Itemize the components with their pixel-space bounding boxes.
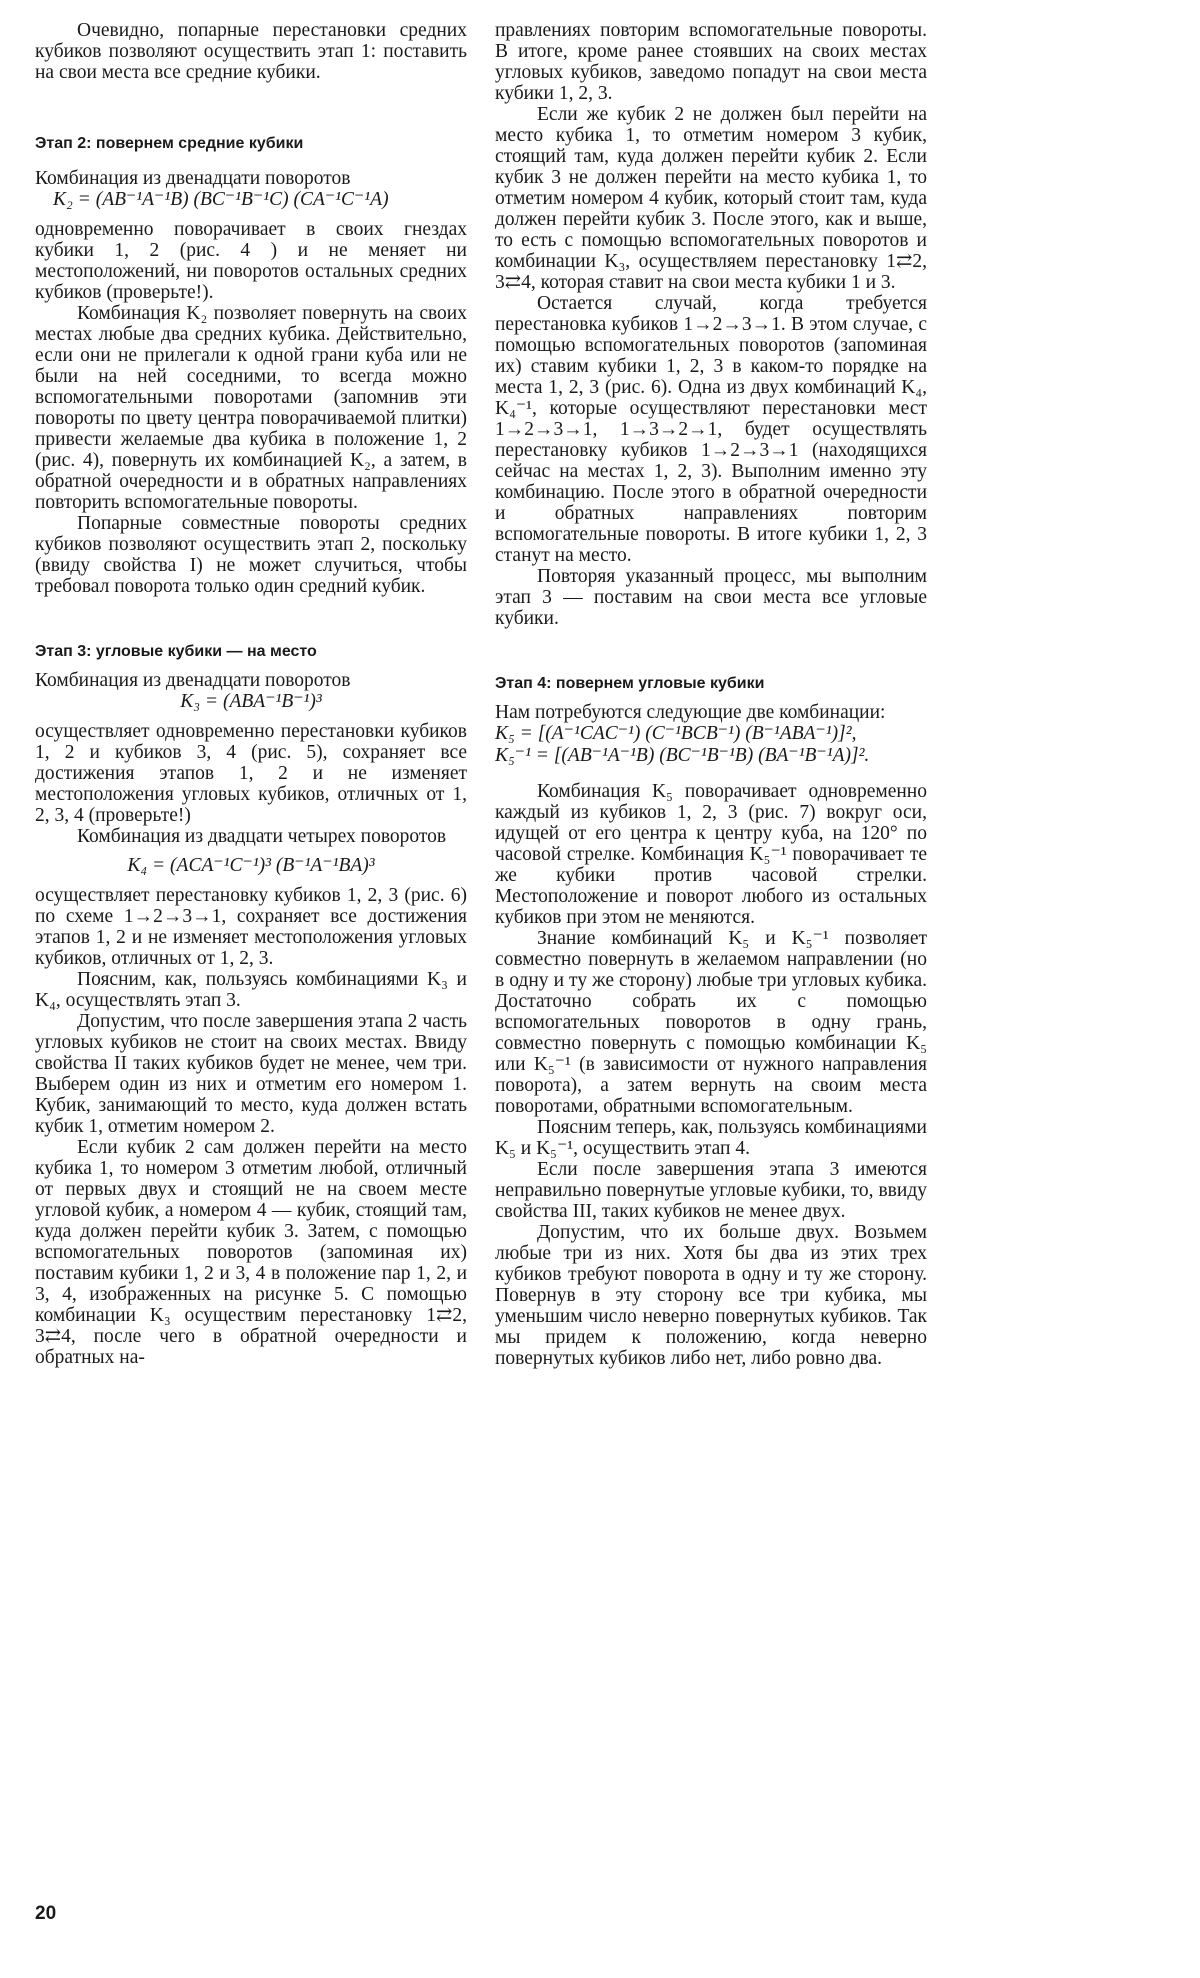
paragraph-knowledge: Знание комбинаций K₅ и K₅⁻¹ позволяет совместно повернуть в желаемом направлении (но в одну и ту же сторону) любые три угловых кубика. Достаточно собрать их с помощью вспомогательных поворотов в одну грань, совместно повернуть с помощью комбинации K₅ или K₅⁻¹ (в зависимости от нужного направления поворота), а затем вернуть на своим места поворотами, обратными вспомогательным. [495,928,927,1117]
page-number: 20 [35,1903,57,1924]
paragraph-k2-lead: Комбинация из двенадцати поворотов [35,168,351,189]
paragraph-k2-use: Комбинация K₂ позволяет повернуть на своих местах любые два средних кубика. Действительно, если они не прилегали к одной грани куба или не были на ней соседними, то всегда можно вспомогательными поворотами (запомнив эти повороты по цвету центра поворачиваемой плитки) привести желаемые два кубика в положение 1, 2 (рис. 4), повернуть их комбинацией K₂, а затем, в обратной очередности и в обратных направлениях повторить вспомогательные повороты. [35,303,467,513]
paragraph-k4-lead: Комбинация из двадцати четырех поворотов [77,826,447,847]
heading-stage-2: Этап 2: повернем средние кубики [35,135,304,152]
formula-k5-inverse: K₅⁻¹ = [(AB⁻¹A⁻¹B) (BC⁻¹B⁻¹B) (BA⁻¹B⁻¹A)]². [495,745,870,766]
formula-k4: K₄ = (ACA⁻¹C⁻¹)³ (B⁻¹A⁻¹BA)³ [127,855,375,876]
paragraph-stage-2-done: Попарные совместные повороты средних кубиков позволяют осуществить этап 2, поскольку (ввиду свойства I) не может случиться, чтобы требовал поворота только один средний кубик. [35,513,467,597]
paragraph-continuation: правлениях повторим вспомогательные повороты. В итоге, кроме ранее стоявших на своих местах угловых кубиков, заведомо попадут на свои места кубики 1, 2, 3. [495,20,927,104]
paragraph-k3-lead: Комбинация из двенадцати поворотов [35,670,351,691]
paragraph-explain-stage-4: Поясним теперь, как, пользуясь комбинациями K₅ и K₅⁻¹, осуществить этап 4. [495,1117,927,1159]
heading-stage-4: Этап 4: повернем угловые кубики [495,675,765,692]
paragraph-need: Нам потребуются следующие две комбинации: [495,702,886,723]
right-column [495,0,927,1369]
paragraph-k5-desc: Комбинация K₅ поворачивает одновременно каждый из кубиков 1, 2, 3 (рис. 7) вокруг оси, идущей от его центра к центру куба, на 120° по часовой стрелке. Комбинация K₅⁻¹ поворачивает те же кубики против часовой стрелки. Местоположение и поворот любого из остальных кубиков при этом не меняются. [495,781,927,928]
paragraph-intro: Очевидно, попарные перестановки средних кубиков позволяют осуществить этап 1: поставить на свои места все средние кубики. [35,20,467,83]
formula-k5: K₅ = [(A⁻¹CAC⁻¹) (C⁻¹BCB⁻¹) (B⁻¹ABA⁻¹)]², [495,723,857,744]
left-column [35,0,467,1368]
paragraph-k3-desc: осуществляет одновременно перестановки кубиков 1, 2 и кубиков 3, 4 (рис. 5), сохраняет все достижения этапов 1, 2 и не изменяет местоположения угловых кубиков, отличных от 1, 2, 3, 4 (проверьте!) [35,721,467,826]
paragraph-else: Если же кубик 2 не должен был перейти на место кубика 1, то отметим номером 3 кубик, стоящий там, куда должен перейти кубик 2. Если кубик 3 не должен перейти на место кубика 1, то отметим номером 4 кубик, который стоит там, куда должен перейти кубик 3. После этого, как и выше, то есть с помощью вспомогательных поворотов и комбинации K₃, осуществляем перестановку 1⇄2, 3⇄4, которая ставит на свои места кубики 1 и 3. [495,104,927,293]
formula-k3: K₃ = (ABA⁻¹B⁻¹)³ [180,691,322,712]
paragraph-k2-desc: одновременно поворачивает в своих гнездах кубики 1, 2 (рис. 4 ) и не меняет ни местоположений, ни поворотов остальных средних кубиков (проверьте!). [35,219,467,303]
paragraph-k4-desc: осуществляет перестановку кубиков 1, 2, 3 (рис. 6) по схеме 1→2→3→1, сохраняет все достижения этапов 1, 2 и не изменяет местоположения угловых кубиков, отличных от 1, 2, 3. [35,885,467,969]
heading-stage-3: Этап 3: угловые кубики — на место [35,643,317,660]
paragraph-more-than-two: Допустим, что их больше двух. Возьмем любые три из них. Хотя бы два из этих трех кубиков требуют поворота в одну и ту же сторону. Повернув в эту сторону все три кубика, мы уменьшим число неверно повернутых кубиков. Так мы придем к положению, когда неверно повернутых кубиков либо нет, либо ровно два. [495,1222,927,1369]
paragraph-repeat: Повторяя указанный процесс, мы выполним этап 3 — поставим на свои места все угловые кубики. [495,566,927,629]
paragraph-suppose: Допустим, что после завершения этапа 2 часть угловых кубиков не стоит на своих местах. Ввиду свойства II таких кубиков будет не менее, чем три. Выберем один из них и отметим его номером 1. Кубик, занимающий то место, куда должен встать кубик 1, отметим номером 2. [35,1011,467,1137]
paragraph-if-stage-3: Если после завершения этапа 3 имеются неправильно повернутые угловые кубики, то, ввиду свойства III, таких кубиков не менее двух. [495,1159,927,1222]
paragraph-if-cube-2: Если кубик 2 сам должен перейти на место кубика 1, то номером 3 отметим любой, отличный от первых двух и стоящий не на своем месте угловой кубик, а номером 4 — кубик, стоящий там, куда должен перейти кубик 3. Затем, с помощью вспомогательных поворотов (запоминая их) поставим кубики 1, 2 и 3, 4 в положение пар 1, 2, и 3, 4, изображенных на рисунке 5. С помощью комбинации K₃ осуществим перестановку 1⇄2, 3⇄4, после чего в обратной очередности и обратных на- [35,1137,467,1368]
paragraph-remaining-case: Остается случай, когда требуется перестановка кубиков 1→2→3→1. В этом случае, с помощью вспомогательных поворотов (запоминая их) ставим кубики 1, 2, 3 в каком-то порядке на места 1, 2, 3 (рис. 6). Одна из двух комбинаций K₄, K₄⁻¹, которые осуществляют перестановки мест 1→2→3→1, 1→3→2→1, будет осуществлять перестановку кубиков 1→2→3→1 (находящихся сейчас на местах 1, 2, 3). Выполним именно эту комбинацию. После этого в обратной очередности и обратных направлениях повторим вспомогательные повороты. В итоге кубики 1, 2, 3 станут на место. [495,293,927,566]
paragraph-explain: Поясним, как, пользуясь комбинациями K₃ и K₄, осуществлять этап 3. [35,969,467,1011]
formula-k2: K₂ = (AB⁻¹A⁻¹B) (BC⁻¹B⁻¹C) (CA⁻¹C⁻¹A) [53,189,389,210]
